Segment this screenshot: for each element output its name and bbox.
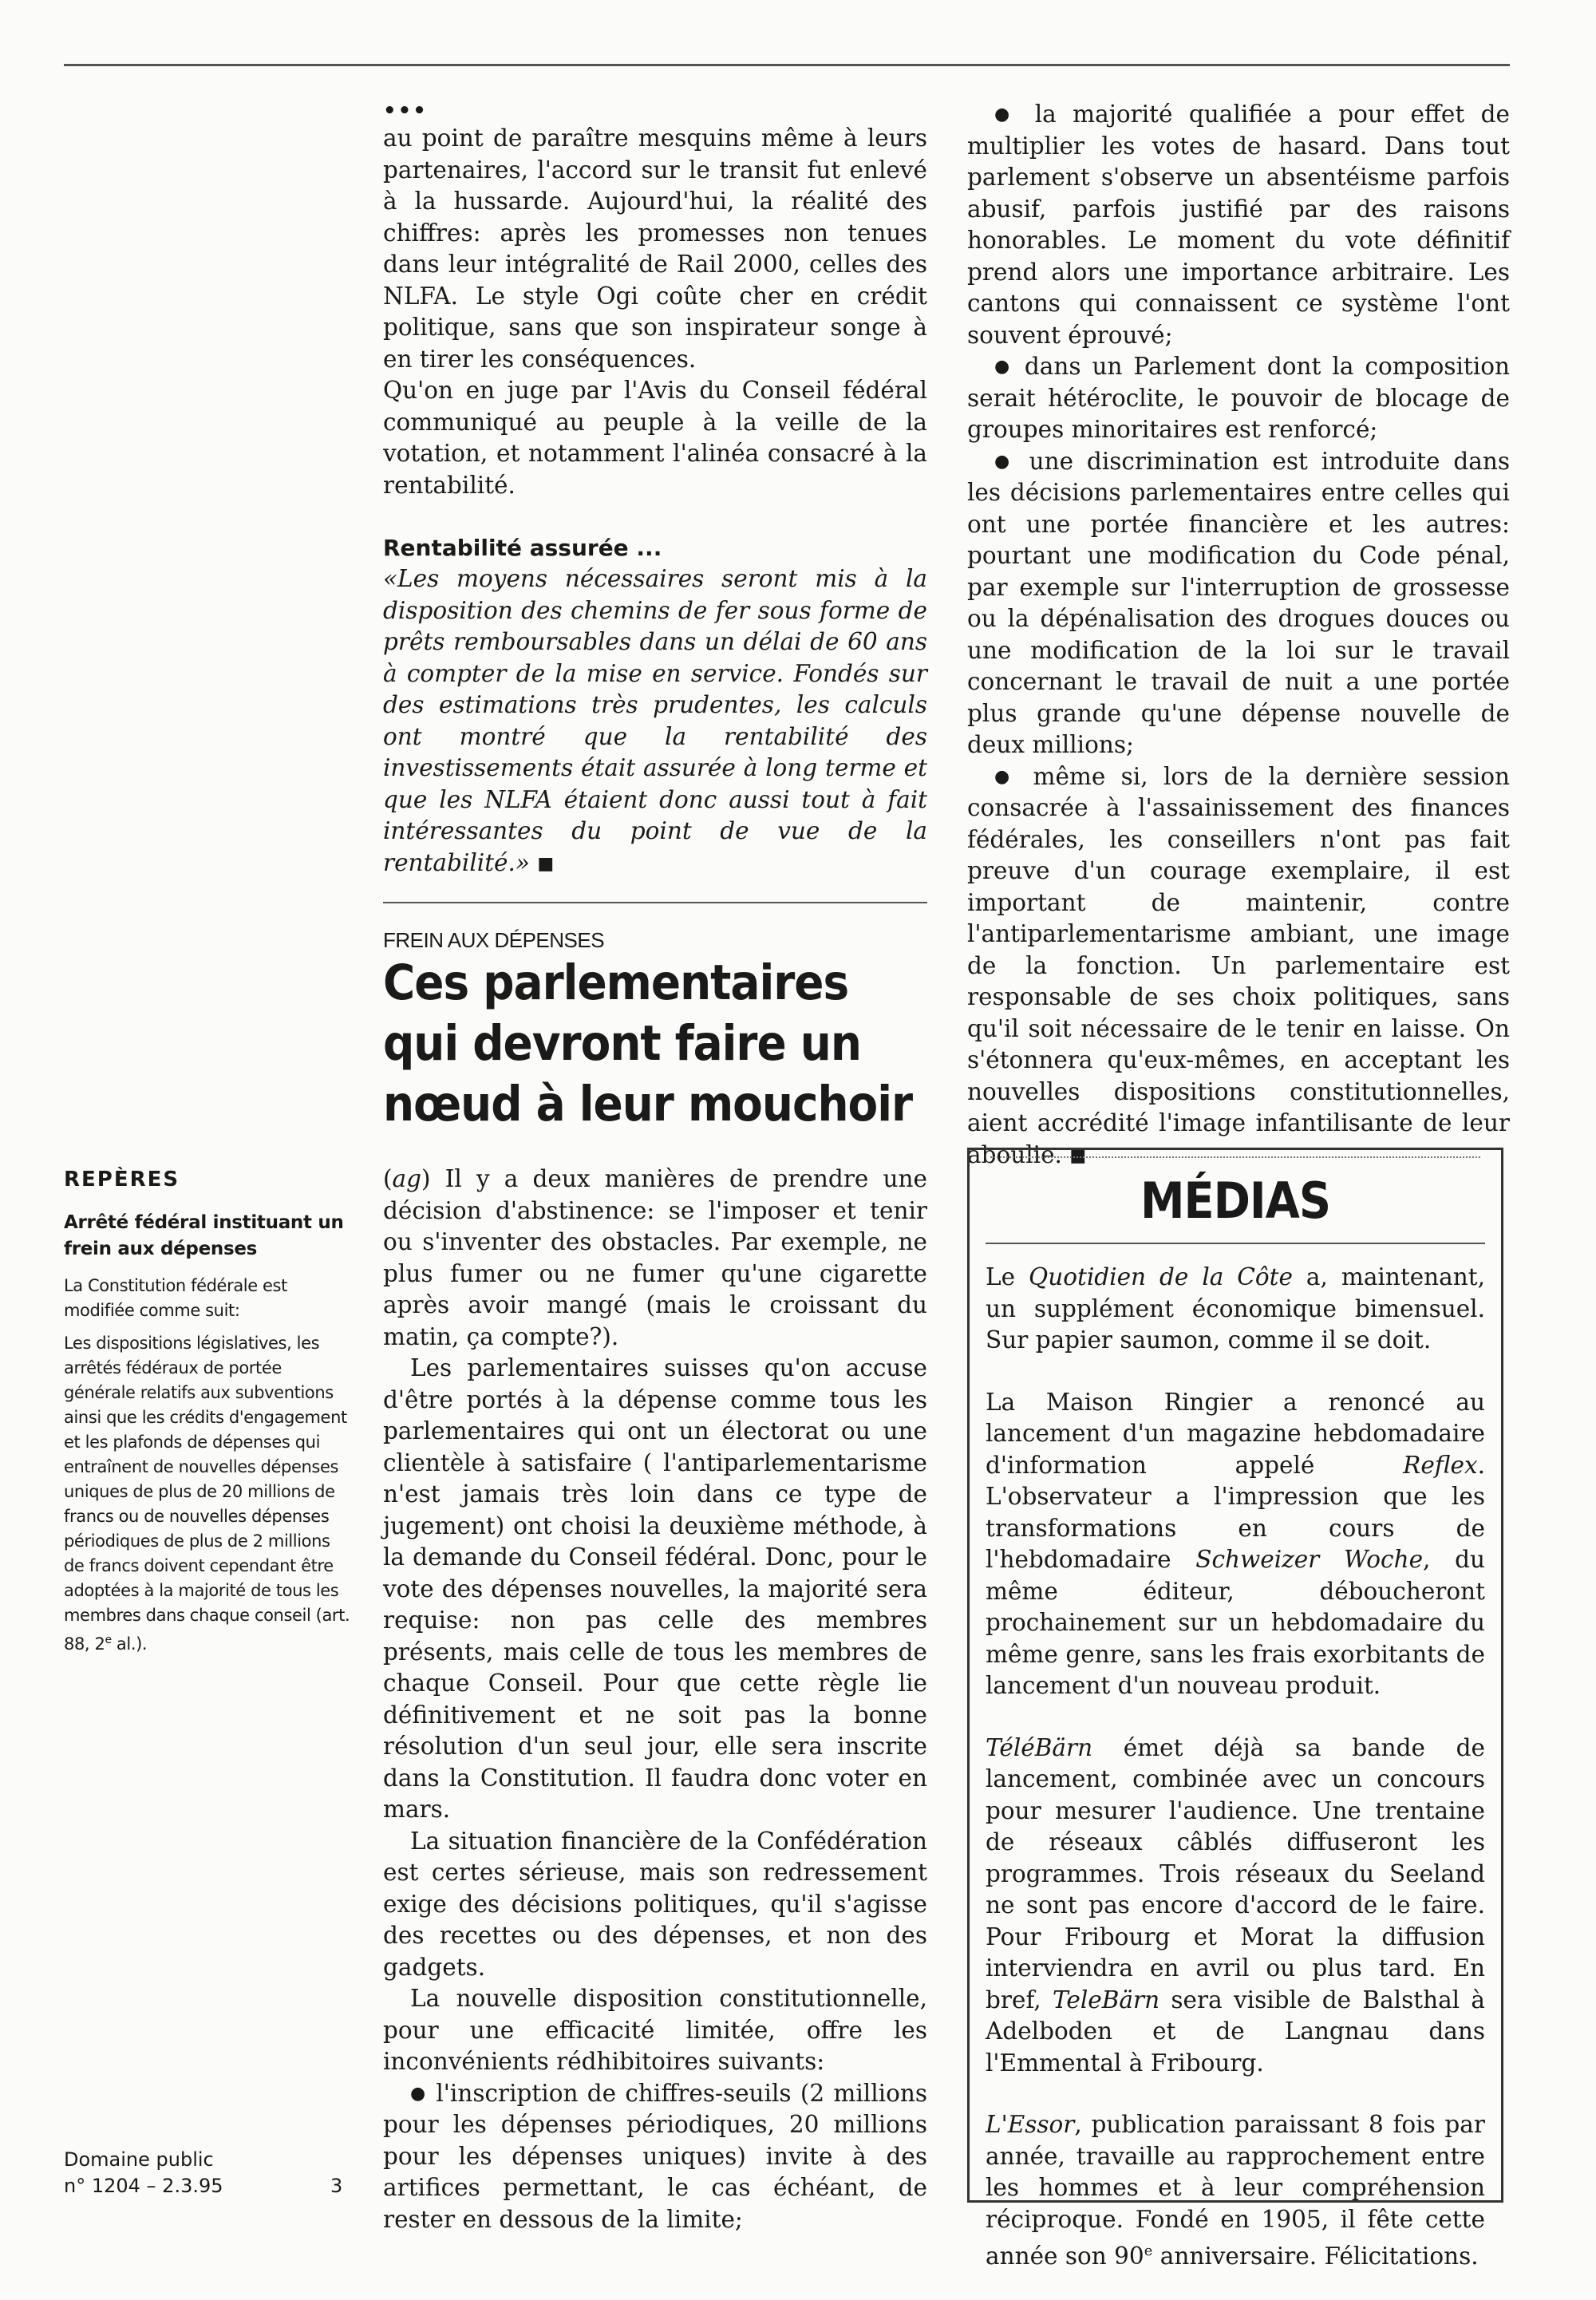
bullet-item [967, 446, 1510, 761]
medias-rule [986, 1243, 1485, 1244]
superscript: e [1144, 2243, 1153, 2259]
sidebar-title: REPÈRES [64, 1168, 180, 1191]
text: anniversaire. Félicitations. [1152, 2242, 1479, 2270]
publication-title: Quotidien de la Côte [1029, 1263, 1293, 1290]
sidebar-body-sup: e [105, 1634, 112, 1646]
continuation-marker: ••• [383, 99, 428, 123]
medias-box [967, 1145, 1503, 2270]
sidebar-intro: La Constitution fédérale est modifiée comme suit: [64, 1276, 287, 1320]
bullet-text: la majorité qualifiée a pour effet de multiplier les votes de hasard. Dans tout parlement s'observe un absentéisme parfois abusif, parfois justifié par des raisons honorables. Le moment du vote définitif prend alors une importance arbitraire. Les cantons qui connaissent ce système l'ont souvent éprouvé; [967, 101, 1510, 349]
bullet-item [967, 99, 1510, 351]
article-paragraph: La nouvelle disposition constitutionnelle, pour une efficacité limitée, offre les inconvénients rédhibitoires suivants: [383, 1985, 927, 2075]
section-rule [383, 902, 927, 903]
continued-paragraph: Qu'on en juge par l'Avis du Conseil fédéral communiqué au peuple à la veille de la votation, et notamment l'alinéa consacré à la rentabilité. [383, 377, 927, 499]
text: La Maison Ringier a renoncé au lancement d'un magazine hebdomadaire d'information appelé [986, 1388, 1485, 1479]
article-kicker: FREIN AUX DÉPENSES [383, 928, 605, 952]
lead-paragraph: (ag) Il y a deux manières de prendre une décision d'abstinence: se l'imposer et tenir ou s'inventer des obstacles. Par exemple, ne plus fumer ou ne fumer qu'une cigarette après avoir mangé (mais le croissant du matin, ça compte?). [383, 1165, 927, 1350]
reperes-sidebar [64, 1167, 351, 1665]
bullet-icon: ● [994, 451, 1016, 472]
sidebar-body-tail: al.). [111, 1634, 148, 1654]
publication-title: TeleBärn [1053, 1986, 1160, 2013]
bullet-icon: ● [994, 357, 1013, 377]
subhead-rentabilite: Rentabilité assurée ... [383, 535, 662, 561]
middle-column [383, 99, 927, 1135]
bullet-text: même si, lors de la dernière session consacrée à l'assainissement des finances fédérales, les conseillers n'ont pas fait preuve d'un courage exemplaire, il est important de maintenir, contre l'antiparlementarisme ambiant, une image de la fonction. Un parlementaire est responsable de ses choix politiques, sans qu'il soit nécessaire de le tenir en laisse. On s'étonnera qu'eux-mêmes, en acceptant les nouvelles dispositions constitutionnelles, aient accrédité l'image infantilisante de leur aboulie. [967, 762, 1510, 1168]
bullet-text: dans un Parlement dont la composition serait hétéroclite, le pouvoir de blocage de groupes minoritaires est renforcé; [967, 353, 1510, 443]
article-headline: Ces parlementaires qui devront faire un nœud à leur mouchoir [383, 954, 913, 1132]
text: , du même éditeur, déboucheront prochainement sur un hebdomadaire du même genre, sans les frais exorbitants de lancement d'un nouveau produit. [986, 1546, 1486, 1699]
publication-title: Schweizer Woche [1195, 1546, 1424, 1573]
issue-info: n° 1204 – 2.3.95 [64, 2175, 223, 2197]
text: a, maintenant, un supplément économique bimensuel. Sur papier saumon, comme il se doit. [986, 1263, 1485, 1354]
end-mark-icon: ■ [1069, 1145, 1087, 1166]
lead-text: Il y a deux manières de prendre une décision d'abstinence: se l'imposer et tenir ou s'inventer des obstacles. Par exemple, ne plus fumer ou ne fumer qu'une cigarette après avoir mangé (mais le croissant du matin, ça compte?). [383, 1165, 927, 1350]
medias-paragraph [986, 2109, 1485, 2272]
sidebar-body-text: Les dispositions législatives, les arrêtés fédéraux de portée générale relatifs aux subventions ainsi que les crédits d'engagement et les plafonds de dépenses qui entraînent de nouvelles dépenses uniques de plus de 20 millions de francs ou de nouvelles dépenses périodiques de plus de 2 millions de francs doivent cependant être adoptées à la majorité de tous les membres dans chaque conseil (art. 88, 2 [64, 1334, 350, 1654]
medias-paragraph [986, 1262, 1485, 1357]
author-initials: ag [392, 1165, 421, 1192]
sidebar-subtitle: Arrêté fédéral instituant un frein aux dépenses [64, 1212, 344, 1259]
medias-paragraph [986, 1387, 1485, 1702]
article-paragraph: La situation financière de la Confédération est certes sérieuse, mais son redressement exige des décisions politiques, qu'il s'agisse des recettes ou des dépenses, et non des gadgets. [383, 1827, 927, 1981]
bullet-item [383, 2078, 927, 2236]
publication-title: L'Essor [986, 2111, 1075, 2138]
text: sera visible de Balsthal à Adelboden et de Langnau dans l'Emmental à Fribourg. [986, 1986, 1485, 2077]
text: émet déjà sa bande de lancement, combinée avec un concours pour mesurer l'audience. Une trentaine de réseaux câblés diffuseront les programmes. Trois réseaux du Seeland ne sont pas encore d'accord de le faire. Pour Fribourg et Morat la diffusion interviendra en avril ou plus tard. En bref, [986, 1733, 1485, 2013]
bullet-text: l'inscription de chiffres-seuils (2 millions pour les dépenses périodiques, 20 millions pour les dépenses uniques) invite à des artifices permettant, le cas échéant, de rester en dessous de la limite; [383, 2079, 927, 2233]
medias-paragraph [986, 1733, 1485, 2080]
end-mark-icon: ■ [537, 853, 555, 874]
article-paragraph: Les parlementaires suisses qu'on accuse d'être portés à la dépense comme tous les parlementaires qui ont un électorat ou une clientèle à satisfaire ( l'antiparlementarisme n'est jamais très loin dans ce type de jugement) ont choisi la deuxième méthode, à la demande du Conseil fédéral. Donc, pour le vote des dépenses nouvelles, la majorité sera requise: non pas celle des membres présents, mais celle de tous les membres de chaque Conseil. Pour que cette règle lie définitivement et ne soit pas la bonne résolution d'un seul jour, elle sera inscrite dans la Constitution. Il faudra donc voter en mars. [383, 1354, 927, 1823]
article-body-middle [383, 1164, 927, 2235]
continued-paragraph: au point de paraître mesquins même à leurs partenaires, l'accord sur le transit fut enlevé à la hussarde. Aujourd'hui, la réalité des chiffres: après les promesses non tenues dans leur intégralité de Rail 2000, celles des NLFA. Le style Ogi coûte cher en crédit politique, sans que son inspirateur songe à en tirer les conséquences. [383, 124, 927, 373]
bullet-icon: ● [994, 105, 1019, 124]
bullet-icon: ● [994, 766, 1018, 787]
quote-text: «Les moyens nécessaires seront mis à la disposition des chemins de fer sous forme de prêts remboursables dans un délai de 60 ans à compter de la mise en service. Fondés sur des estimations très prudentes, les calculs ont montré que la rentabilité des investissements était assurée à long terme et que les NLFA étaient donc aussi tout à fait intéressantes du point de vue de la rentabilité.» [383, 565, 927, 876]
footer-publication [64, 2147, 223, 2199]
text: , publication paraissant 8 fois par année, travaille au rapprochement entre les hommes et à leur compréhension réciproque. Fondé en 1905, il fête cette année son 90 [986, 2111, 1485, 2270]
page-number: 3 [330, 2175, 343, 2197]
text: . L'observateur a l'impression que les transformations en cours de l'hebdomadaire [986, 1451, 1485, 1573]
bullet-item [967, 351, 1510, 446]
bullet-text: une discrimination est introduite dans les décisions parlementaires entre celles qui ont une portée financière et les autres: pourtant une modification du Code pénal, par exemple sur l'interruption de grossesse ou la dépénalisation des drogues douces ou une modification de la loi sur le travail concernant le travail de nuit a une portée plus grande qu'une dépense nouvelle de deux millions; [967, 447, 1510, 758]
dotted-rule [990, 1156, 1480, 1158]
publication-title: TéléBärn [986, 1733, 1093, 1761]
text: Le [986, 1263, 1029, 1290]
sidebar-body [64, 1331, 351, 1657]
bullet-item [967, 761, 1510, 1172]
publication-title: Reflex [1403, 1451, 1478, 1479]
right-column [967, 99, 1510, 1172]
quote-conseil-federal [383, 563, 927, 879]
bullet-icon: ● [410, 2083, 428, 2104]
top-rule [64, 64, 1510, 66]
medias-title: MÉDIAS [1140, 1172, 1331, 1230]
publication-name: Domaine public [64, 2148, 214, 2171]
